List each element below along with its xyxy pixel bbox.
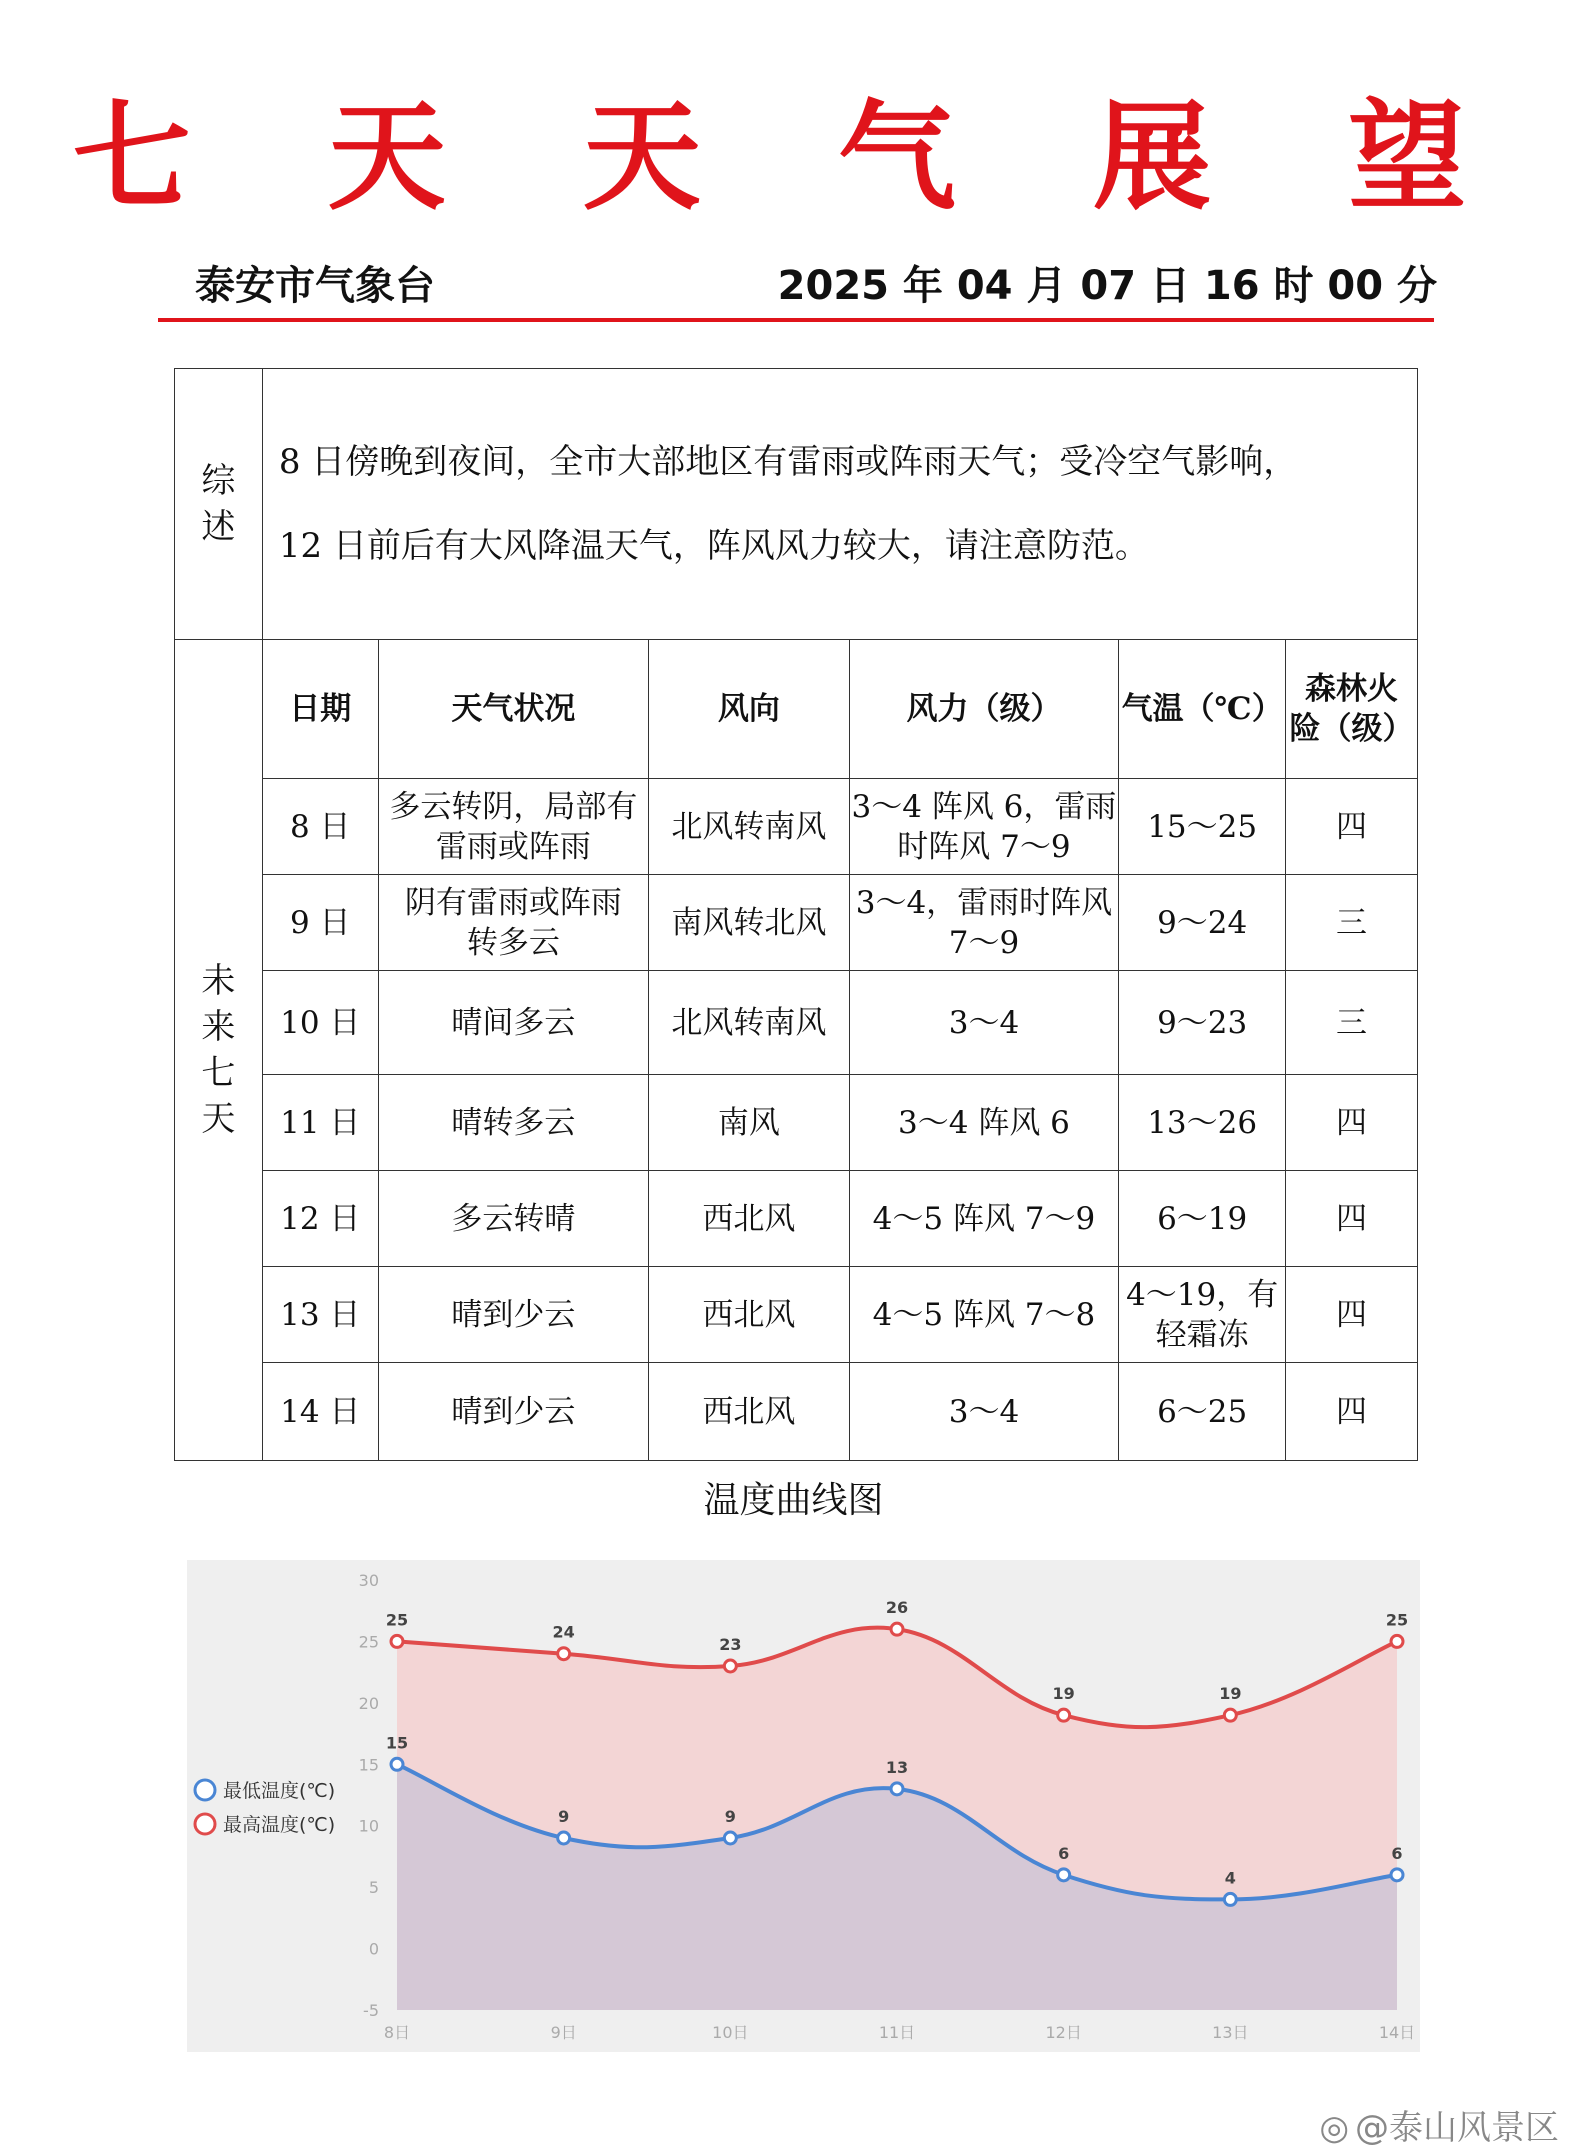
cell-wind-force: 3～4 阵风 6，雷雨 时阵风 7～9	[849, 779, 1119, 875]
page-title: 七 天 天 气 展 望	[72, 87, 1515, 226]
data-point	[558, 1832, 570, 1844]
cell-wind-dir: 南风转北风	[649, 875, 850, 971]
weibo-icon: ◎	[1319, 2108, 1349, 2148]
data-point	[1058, 1709, 1070, 1721]
cell-wind-force: 3～4，雷雨时阵风 7～9	[849, 875, 1119, 971]
data-label: 19	[1052, 1684, 1075, 1704]
cell-date: 12 日	[262, 1171, 378, 1267]
watermark	[1319, 2108, 1559, 2148]
legend-marker	[195, 1814, 215, 1834]
cell-temp: 9～23	[1119, 971, 1286, 1075]
table-row	[175, 779, 1418, 875]
data-label: 25	[385, 1610, 409, 1630]
cell-date: 10 日	[262, 971, 378, 1075]
data-label: 25	[1385, 1610, 1409, 1630]
y-tick-label: 25	[358, 1632, 379, 1652]
summary-line-1: 8 日傍晚到夜间，全市大部地区有雷雨或阵雨天气；受冷空气影响，	[278, 442, 1298, 482]
data-label: 23	[719, 1635, 742, 1654]
data-label: 4	[1224, 1868, 1236, 1888]
x-tick-label: 13日	[1212, 2023, 1249, 2042]
data-point	[724, 1832, 736, 1844]
x-tick-label: 11日	[878, 2023, 916, 2042]
cell-wind-force: 3～4	[849, 1363, 1119, 1461]
cell-date: 11 日	[262, 1075, 378, 1171]
data-point	[558, 1648, 570, 1660]
data-point	[891, 1783, 903, 1795]
cell-wind-dir: 北风转南风	[649, 779, 850, 875]
header-fire: 森林火 险（级）	[1286, 640, 1418, 779]
x-tick-label: 14日	[1378, 2023, 1416, 2042]
table-row	[175, 1363, 1418, 1461]
data-point	[1224, 1709, 1236, 1721]
cell-fire: 三	[1286, 875, 1418, 971]
table-row	[175, 971, 1418, 1075]
cell-weather: 晴到少云	[378, 1267, 648, 1363]
legend-marker	[195, 1780, 215, 1800]
cell-wind-force: 4～5 阵风 7～8	[849, 1267, 1119, 1363]
y-tick-label: 10	[358, 1816, 379, 1836]
data-point	[1391, 1869, 1403, 1881]
x-tick-label: 12日	[1045, 2023, 1082, 2042]
data-label: 15	[385, 1733, 409, 1753]
header-weather: 天气状况	[378, 640, 648, 779]
cell-wind-dir: 西北风	[649, 1363, 850, 1461]
cell-wind-dir: 西北风	[649, 1171, 850, 1267]
table-row	[175, 1075, 1418, 1171]
cell-temp: 15～25	[1119, 779, 1286, 875]
forecast-table	[174, 368, 1418, 1461]
y-tick-label: -5	[363, 2001, 379, 2020]
cell-fire: 四	[1286, 1171, 1418, 1267]
header-temp: 气温（℃）	[1119, 640, 1286, 779]
legend-label: 最高温度(℃)	[223, 1814, 336, 1836]
cell-weather: 阴有雷雨或阵雨 转多云	[378, 875, 648, 971]
x-tick-label: 10日	[712, 2023, 749, 2042]
data-label: 6	[1391, 1843, 1403, 1863]
table-row	[175, 875, 1418, 971]
cell-wind-dir: 西北风	[649, 1267, 850, 1363]
summary-text	[262, 369, 1417, 640]
y-tick-label: 30	[358, 1571, 379, 1590]
cell-fire: 三	[1286, 971, 1418, 1075]
header-wind-dir: 风向	[649, 640, 850, 779]
data-point	[1224, 1893, 1236, 1905]
y-tick-label: 0	[368, 1939, 379, 1959]
header-wind-force: 风力（级）	[849, 640, 1119, 779]
data-label: 9	[724, 1807, 736, 1826]
cell-fire: 四	[1286, 1075, 1418, 1171]
cell-fire: 四	[1286, 1267, 1418, 1363]
data-point	[391, 1635, 403, 1647]
x-tick-label: 8日	[383, 2023, 411, 2042]
cell-weather: 多云转阴，局部有 雷雨或阵雨	[378, 779, 648, 875]
table-row	[175, 1171, 1418, 1267]
issued-time: 2025 年 04 月 07 日 16 时 00 分	[777, 263, 1437, 309]
cell-temp: 9～24	[1119, 875, 1286, 971]
cell-temp: 6～25	[1119, 1363, 1286, 1461]
summary-label: 综 述	[175, 369, 263, 640]
data-point	[1391, 1635, 1403, 1647]
data-label: 26	[885, 1598, 909, 1618]
cell-date: 9 日	[262, 875, 378, 971]
data-point	[891, 1623, 903, 1635]
issuer: 泰安市气象台	[195, 262, 435, 309]
cell-wind-dir: 南风	[649, 1075, 850, 1171]
cell-temp: 6～19	[1119, 1171, 1286, 1267]
table-row	[175, 1267, 1418, 1363]
summary-line-2: 12 日前后有大风降温天气，阵风风力较大，请注意防范。	[278, 526, 1149, 566]
temperature-chart-svg	[187, 1560, 1420, 2052]
forecast-label: 未 来 七 天	[175, 640, 263, 1461]
cell-wind-force: 3～4	[849, 971, 1119, 1075]
cell-wind-force: 3～4 阵风 6	[849, 1075, 1119, 1171]
y-tick-label: 15	[358, 1755, 379, 1775]
cell-fire: 四	[1286, 1363, 1418, 1461]
data-label: 24	[552, 1622, 575, 1642]
chart-caption: 温度曲线图	[703, 1480, 884, 1521]
cell-date: 14 日	[262, 1363, 378, 1461]
header-divider	[158, 318, 1434, 322]
header-date: 日期	[262, 640, 378, 779]
cell-wind-force: 4～5 阵风 7～9	[849, 1171, 1119, 1267]
data-point	[391, 1758, 403, 1770]
watermark-text: @泰山风景区	[1355, 2108, 1559, 2148]
cell-date: 8 日	[262, 779, 378, 875]
cell-date: 13 日	[262, 1267, 378, 1363]
data-point	[1058, 1869, 1070, 1881]
data-label: 13	[885, 1757, 909, 1777]
data-label: 19	[1219, 1684, 1242, 1704]
cell-fire: 四	[1286, 779, 1418, 875]
cell-weather: 晴到少云	[378, 1363, 648, 1461]
cell-weather: 晴转多云	[378, 1075, 648, 1171]
cell-temp: 4～19，有 轻霜冻	[1119, 1267, 1286, 1363]
data-label: 9	[558, 1807, 570, 1826]
data-point	[724, 1660, 736, 1672]
cell-wind-dir: 北风转南风	[649, 971, 850, 1075]
legend-label: 最低温度(℃)	[223, 1780, 336, 1802]
temperature-chart	[187, 1560, 1420, 2052]
cell-weather: 晴间多云	[378, 971, 648, 1075]
y-tick-label: 20	[358, 1693, 379, 1713]
cell-temp: 13～26	[1119, 1075, 1286, 1171]
y-tick-label: 5	[368, 1878, 379, 1898]
x-tick-label: 9日	[550, 2023, 577, 2042]
data-label: 6	[1058, 1843, 1070, 1863]
cell-weather: 多云转晴	[378, 1171, 648, 1267]
